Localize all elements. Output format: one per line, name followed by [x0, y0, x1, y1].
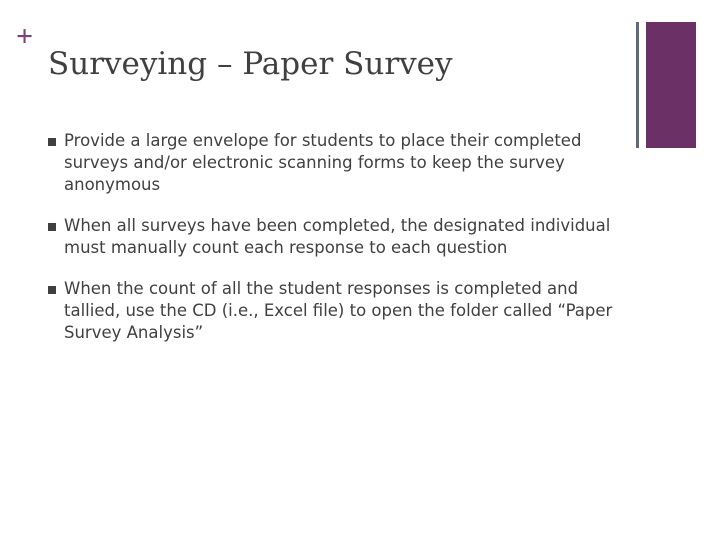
bullet-text: When the count of all the student responses is completed and tallied, use the CD (i.e., Excel file) to open the folder called “Paper Survey Analysis”	[64, 279, 613, 342]
plus-mark: +	[16, 20, 34, 53]
bullet-text: Provide a large envelope for students to place their completed surveys and/or electronic scanning forms to keep the survey anonymous	[64, 131, 582, 194]
square-bullet-icon	[48, 223, 56, 231]
accent-bar-block	[646, 22, 696, 148]
square-bullet-icon	[48, 286, 56, 294]
bullet-item	[48, 215, 638, 259]
square-bullet-icon	[48, 138, 56, 146]
bullet-item	[48, 130, 638, 196]
bullet-text: When all surveys have been completed, the designated individual must manually count each response to each question	[64, 216, 611, 257]
bullet-item	[48, 278, 638, 344]
slide-title: Surveying – Paper Survey	[48, 46, 453, 82]
bullet-list	[48, 130, 638, 363]
